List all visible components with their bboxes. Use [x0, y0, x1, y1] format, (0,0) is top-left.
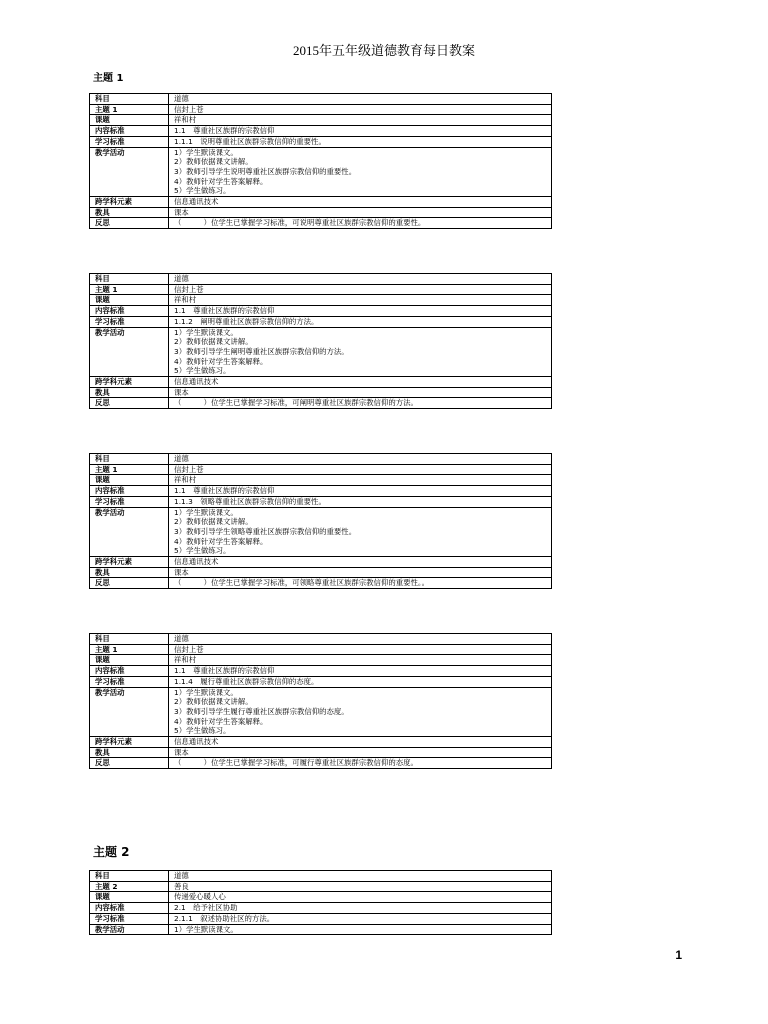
table-row: [90, 147, 552, 197]
activities-cell: [169, 507, 552, 557]
activities-cell: [169, 147, 552, 197]
table-row: [90, 578, 552, 589]
table-row: [90, 284, 552, 295]
row-value: 祥和村: [169, 475, 552, 486]
activity-line: 5）学生做练习。: [174, 366, 231, 376]
activity-line: 3）教师引导学生阐明尊重社区族群宗教信仰的方法。: [174, 346, 349, 356]
activities-cell: [169, 924, 552, 935]
row-key: 内容标准: [90, 306, 169, 317]
theme-2-label: 主题 2: [93, 845, 130, 859]
row-key: 内容标准: [90, 486, 169, 497]
row-key: 反思: [90, 758, 169, 769]
activity-line: 2）教师依据课文讲解。: [174, 337, 253, 347]
activity-line: 1）学生默读课文。: [174, 327, 238, 337]
table-row: [90, 387, 552, 398]
activity-line: 5）学生做练习。: [174, 186, 231, 196]
table-row: [90, 274, 552, 285]
table-row: [90, 557, 552, 568]
row-value: （ ）位学生已掌握学习标准，可说明尊重社区族群宗教信仰的重要性。: [169, 218, 552, 229]
row-key: 课题: [90, 892, 169, 903]
row-value: 1.1.1 说明尊重社区族群宗教信仰的重要性。: [169, 136, 552, 147]
row-value: 1.1.4 履行尊重社区族群宗教信仰的态度。: [169, 676, 552, 687]
row-value: 1.1.3 领略尊重社区族群宗教信仰的重要性。: [169, 496, 552, 507]
row-key: 科目: [90, 871, 169, 882]
row-key: 课题: [90, 475, 169, 486]
row-key: 跨学科元素: [90, 377, 169, 388]
row-key: 课题: [90, 655, 169, 666]
table-row: [90, 454, 552, 465]
row-value: 信封上苍: [169, 284, 552, 295]
row-value: 传递爱心暖人心: [169, 892, 552, 903]
row-key: 反思: [90, 398, 169, 409]
row-key: 教具: [90, 567, 169, 578]
row-key: 学习标准: [90, 676, 169, 687]
table-row: [90, 464, 552, 475]
row-value: 信息通讯技术: [169, 377, 552, 388]
table-row: [90, 687, 552, 737]
row-key: 教学活动: [90, 147, 169, 197]
table-row: [90, 655, 552, 666]
table-row: [90, 903, 552, 914]
row-value: 1.1 尊重社区族群的宗教信仰: [169, 126, 552, 137]
activity-line: 2）教师依据课文讲解。: [174, 697, 253, 707]
row-value: 道德: [169, 454, 552, 465]
table-row: [90, 644, 552, 655]
row-key: 教具: [90, 207, 169, 218]
row-key: 教学活动: [90, 327, 169, 377]
row-key: 科目: [90, 454, 169, 465]
row-key: 内容标准: [90, 666, 169, 677]
row-value: 信息通讯技术: [169, 197, 552, 208]
table-row: [90, 475, 552, 486]
row-key: 教学活动: [90, 507, 169, 557]
table-row: [90, 316, 552, 327]
table-row: [90, 136, 552, 147]
row-value: 信封上苍: [169, 464, 552, 475]
table-row: [90, 104, 552, 115]
row-value: 信封上苍: [169, 644, 552, 655]
row-key: 主题 1: [90, 464, 169, 475]
table-row: [90, 126, 552, 137]
lesson-table: [89, 633, 552, 769]
row-value: 课本: [169, 387, 552, 398]
table-row: [90, 94, 552, 105]
row-value: 信息通讯技术: [169, 737, 552, 748]
activity-line: 3）教师引导学生领略尊重社区族群宗教信仰的重要性。: [174, 526, 357, 536]
activity-line: 1）学生默读课文。: [174, 687, 238, 697]
row-key: 教具: [90, 747, 169, 758]
page-number: 1: [675, 948, 682, 962]
row-value: 1.1 尊重社区族群的宗教信仰: [169, 306, 552, 317]
activity-line: 1）学生默读课文。: [174, 507, 238, 517]
table-row: [90, 295, 552, 306]
row-key: 课题: [90, 295, 169, 306]
row-value: 2.1 给予社区协助: [169, 903, 552, 914]
row-value: 课本: [169, 567, 552, 578]
activity-line: 1）学生默读课文。: [174, 924, 238, 934]
table-row: [90, 634, 552, 645]
row-key: 学习标准: [90, 913, 169, 924]
table-row: [90, 758, 552, 769]
table-row: [90, 892, 552, 903]
row-value: 信息通讯技术: [169, 557, 552, 568]
row-key: 主题 1: [90, 104, 169, 115]
activity-line: 3）教师引导学生说明尊重社区族群宗教信仰的重要性。: [174, 166, 357, 176]
activity-line: 4）教师针对学生答案解释。: [174, 536, 268, 546]
row-key: 跨学科元素: [90, 197, 169, 208]
activity-line: 2）教师依据课文讲解。: [174, 157, 253, 167]
row-key: 学习标准: [90, 496, 169, 507]
row-key: 科目: [90, 94, 169, 105]
row-value: 2.1.1 叙述协助社区的方法。: [169, 913, 552, 924]
row-key: 科目: [90, 274, 169, 285]
table-row: [90, 871, 552, 882]
activity-line: 5）学生做练习。: [174, 546, 231, 556]
table-row: [90, 666, 552, 677]
row-key: 主题 1: [90, 284, 169, 295]
table-row: [90, 306, 552, 317]
activities-cell: [169, 687, 552, 737]
row-value: 道德: [169, 274, 552, 285]
lesson-table: [89, 870, 552, 935]
activity-line: 4）教师针对学生答案解释。: [174, 356, 268, 366]
row-value: 课本: [169, 747, 552, 758]
row-value: 道德: [169, 94, 552, 105]
lesson-table: [89, 93, 552, 229]
table-row: [90, 115, 552, 126]
row-key: 跨学科元素: [90, 737, 169, 748]
table-row: [90, 747, 552, 758]
table-row: [90, 913, 552, 924]
table-row: [90, 197, 552, 208]
row-key: 科目: [90, 634, 169, 645]
row-value: 善良: [169, 881, 552, 892]
activity-line: 3）教师引导学生履行尊重社区族群宗教信仰的态度。: [174, 706, 349, 716]
row-key: 反思: [90, 578, 169, 589]
activities-cell: [169, 327, 552, 377]
document-title: 2015年五年级道德教育每日教案: [292, 43, 475, 58]
row-key: 教具: [90, 387, 169, 398]
activity-line: 5）学生做练习。: [174, 726, 231, 736]
row-value: 祥和村: [169, 115, 552, 126]
lesson-table: [89, 273, 552, 409]
activity-line: 2）教师依据课文讲解。: [174, 517, 253, 527]
row-value: 课本: [169, 207, 552, 218]
row-value: 1.1 尊重社区族群的宗教信仰: [169, 486, 552, 497]
table-row: [90, 207, 552, 218]
table-row: [90, 924, 552, 935]
activity-line: 1）学生默读课文。: [174, 147, 238, 157]
activity-line: 4）教师针对学生答案解释。: [174, 716, 268, 726]
row-key: 内容标准: [90, 903, 169, 914]
row-key: 主题 1: [90, 644, 169, 655]
table-row: [90, 507, 552, 557]
table-row: [90, 496, 552, 507]
row-value: 道德: [169, 871, 552, 882]
row-value: 道德: [169, 634, 552, 645]
row-value: （ ）位学生已掌握学习标准，可领略尊重社区族群宗教信仰的重要性。。: [169, 578, 552, 589]
row-key: 教学活动: [90, 924, 169, 935]
row-key: 学习标准: [90, 316, 169, 327]
row-key: 学习标准: [90, 136, 169, 147]
row-key: 反思: [90, 218, 169, 229]
activity-line: 4）教师针对学生答案解释。: [174, 176, 268, 186]
row-value: 祥和村: [169, 295, 552, 306]
table-row: [90, 218, 552, 229]
row-key: 内容标准: [90, 126, 169, 137]
row-value: 信封上苍: [169, 104, 552, 115]
theme-1-label: 主题 1: [93, 73, 124, 84]
table-row: [90, 327, 552, 377]
table-row: [90, 676, 552, 687]
table-row: [90, 881, 552, 892]
table-row: [90, 737, 552, 748]
table-row: [90, 567, 552, 578]
row-key: 主题 2: [90, 881, 169, 892]
lesson-table: [89, 453, 552, 589]
row-key: 教学活动: [90, 687, 169, 737]
row-key: 课题: [90, 115, 169, 126]
row-key: 跨学科元素: [90, 557, 169, 568]
row-value: （ ）位学生已掌握学习标准，可履行尊重社区族群宗教信仰的态度。: [169, 758, 552, 769]
table-row: [90, 486, 552, 497]
table-row: [90, 398, 552, 409]
row-value: （ ）位学生已掌握学习标准，可阐明尊重社区族群宗教信仰的方法。: [169, 398, 552, 409]
row-value: 祥和村: [169, 655, 552, 666]
table-row: [90, 377, 552, 388]
row-value: 1.1 尊重社区族群的宗教信仰: [169, 666, 552, 677]
row-value: 1.1.2 阐明尊重社区族群宗教信仰的方法。: [169, 316, 552, 327]
